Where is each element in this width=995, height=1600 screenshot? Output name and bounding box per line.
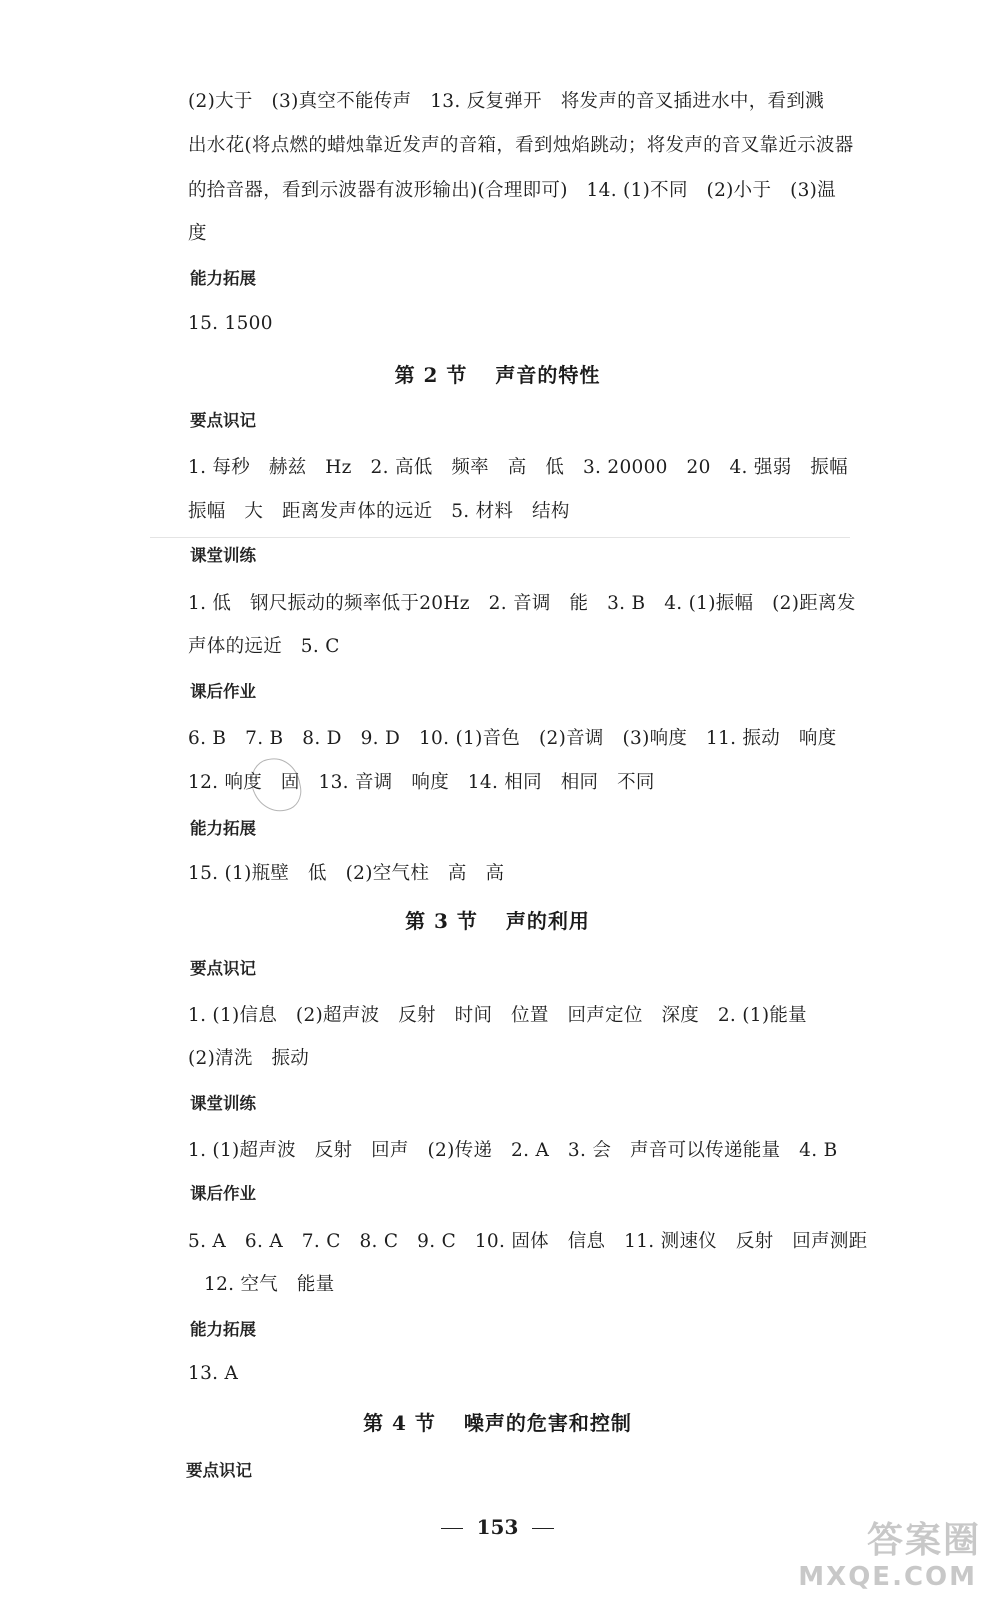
divider bbox=[150, 537, 850, 538]
section-heading-4 bbox=[0, 1410, 995, 1436]
answer-line: 12. 空气 能量 bbox=[204, 1274, 335, 1295]
answer-line: 13. A bbox=[188, 1363, 239, 1384]
subheading-ability-extension: 能力拓展 bbox=[190, 819, 256, 838]
section-heading-3 bbox=[0, 908, 995, 934]
section-label: 第 4 节 bbox=[363, 1411, 436, 1435]
subheading-ability-extension: 能力拓展 bbox=[190, 269, 256, 288]
section-heading-2 bbox=[0, 362, 995, 388]
stamp-mark bbox=[247, 754, 305, 817]
subheading-key-points: 要点识记 bbox=[186, 1461, 252, 1480]
answer-line: 1. (1)超声波 反射 回声 (2)传递 2. A 3. 会 声音可以传递能量 4. B bbox=[188, 1140, 838, 1161]
answer-line: 5. A 6. A 7. C 8. C 9. C 10. 固体 信息 11. 测速仪 反射 回声测距 bbox=[188, 1231, 868, 1252]
answer-line: 出水花(将点燃的蜡烛靠近发声的音箱，看到烛焰跳动；将发声的音叉靠近示波器 bbox=[188, 135, 854, 156]
subheading-key-points: 要点识记 bbox=[190, 411, 256, 430]
answer-line: 振幅 大 距离发声体的远近 5. 材料 结构 bbox=[188, 501, 570, 522]
answer-line: (2)大于 (3)真空不能传声 13. 反复弹开 将发声的音叉插进水中，看到溅 bbox=[188, 91, 824, 112]
answer-line: 1. 低 钢尺振动的频率低于20Hz 2. 音调 能 3. B 4. (1)振幅 (2)距离发 bbox=[188, 593, 856, 614]
answer-line: 1. 每秒 赫兹 Hz 2. 高低 频率 高 低 3. 20000 20 4. 强弱 振幅 bbox=[188, 457, 848, 478]
subheading-homework: 课后作业 bbox=[190, 1184, 256, 1203]
answer-line: 12. 响度 固 13. 音调 响度 14. 相同 相同 不同 bbox=[188, 772, 655, 793]
footer-dash-right bbox=[532, 1528, 554, 1529]
answer-line: 15. (1)瓶壁 低 (2)空气柱 高 高 bbox=[188, 863, 505, 884]
answer-line: 的拾音器，看到示波器有波形输出)(合理即可) 14. (1)不同 (2)小于 (3)温 bbox=[188, 180, 836, 201]
section-label: 第 3 节 bbox=[405, 909, 478, 933]
answer-line: 1. (1)信息 (2)超声波 反射 时间 位置 回声定位 深度 2. (1)能量 bbox=[188, 1005, 807, 1026]
answer-line: 度 bbox=[188, 223, 207, 244]
answer-line: 6. B 7. B 8. D 9. D 10. (1)音色 (2)音调 (3)响度 11. 振动 响度 bbox=[188, 728, 837, 749]
answer-line: (2)清洗 振动 bbox=[188, 1048, 310, 1069]
subheading-ability-extension: 能力拓展 bbox=[190, 1320, 256, 1339]
subheading-homework: 课后作业 bbox=[190, 682, 256, 701]
section-label: 第 2 节 bbox=[394, 363, 468, 387]
site-watermark bbox=[761, 1512, 981, 1592]
subheading-class-training: 课堂训练 bbox=[190, 1094, 256, 1113]
subheading-key-points: 要点识记 bbox=[190, 959, 256, 978]
subheading-class-training: 课堂训练 bbox=[190, 546, 256, 565]
section-title: 噪声的危害和控制 bbox=[463, 1411, 632, 1435]
section-title: 声音的特性 bbox=[495, 363, 601, 387]
answer-line: 15. 1500 bbox=[188, 313, 273, 334]
answer-line: 声体的远近 5. C bbox=[188, 636, 340, 657]
footer-dash-left bbox=[441, 1528, 463, 1529]
watermark-url-text: MXQE.COM bbox=[798, 1562, 977, 1592]
page-number: 153 bbox=[476, 1515, 519, 1539]
watermark-logo-text: 答案圈 bbox=[866, 1520, 981, 1561]
section-title: 声的利用 bbox=[505, 909, 590, 933]
